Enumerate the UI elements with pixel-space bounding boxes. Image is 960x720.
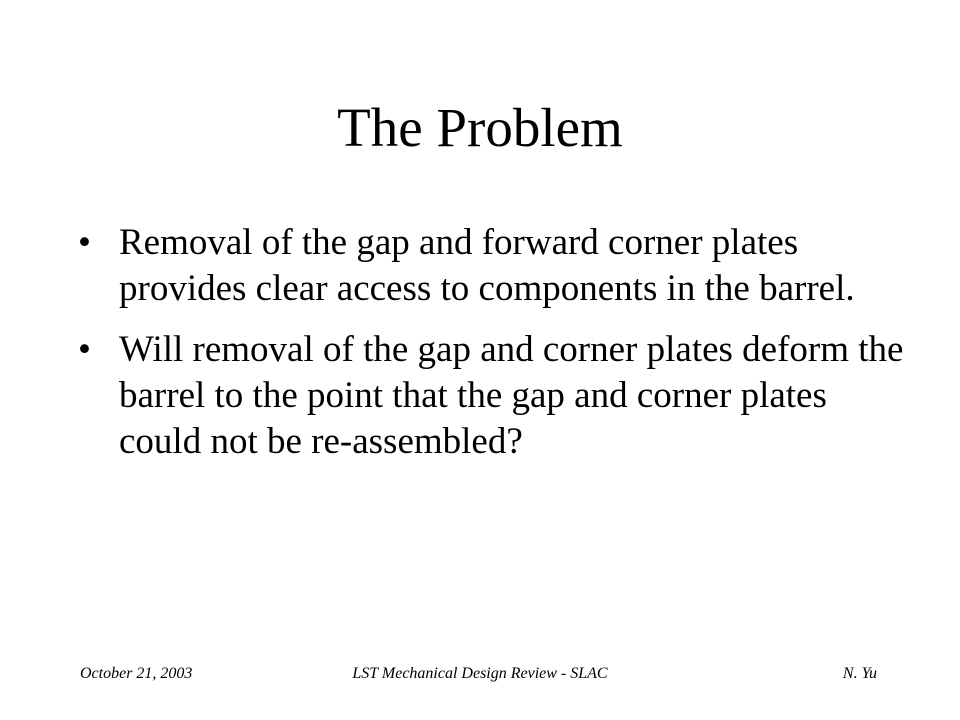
bullet-list: [78, 220, 918, 480]
bullet-text: Removal of the gap and forward corner plates provides clear access to components in the barrel.: [119, 222, 855, 309]
slide-title: The Problem: [337, 97, 623, 158]
bullet-item: [78, 220, 918, 312]
bullet-icon: •: [78, 329, 91, 370]
footer-author: N. Yu: [842, 665, 877, 682]
bullet-text: Will removal of the gap and corner plates deform the barrel to the point that the gap and corner plates could not be re-assembled?: [119, 329, 904, 462]
bullet-icon: •: [78, 222, 91, 263]
footer-event: LST Mechanical Design Review - SLAC: [352, 665, 608, 682]
bullet-item: [78, 327, 918, 465]
footer-date: October 21, 2003: [80, 665, 193, 682]
